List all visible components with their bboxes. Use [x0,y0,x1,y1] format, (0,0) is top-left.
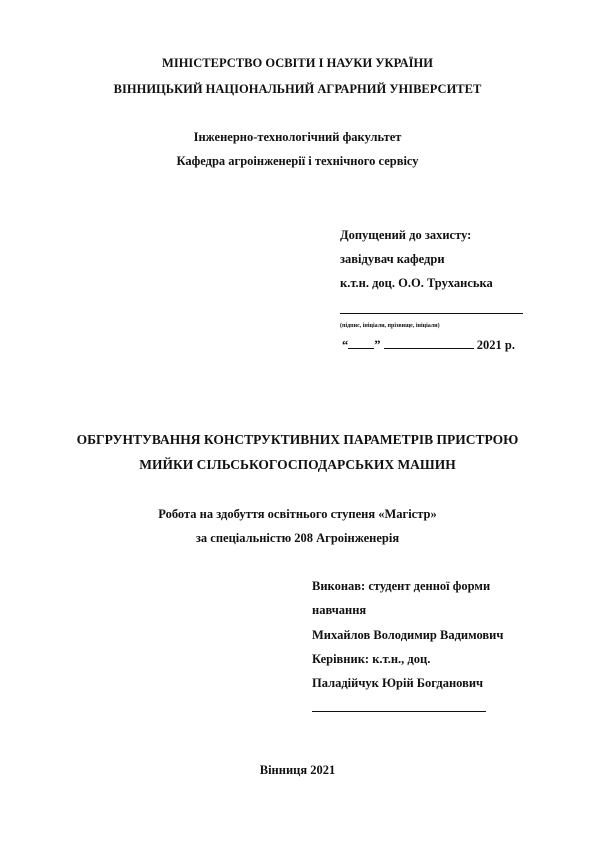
department-head-label: завідувач кафедри [340,252,445,266]
degree-statement: Робота на здобуття освітнього ступеня «Магістр» [158,507,437,521]
thesis-title-line-2: МИЙКИ СІЛЬСЬКОГОСПОДАРСЬКИХ МАШИН [139,457,456,472]
approval-year: 2021 р. [476,338,515,352]
department-name: Кафедра агроінженерії і технічного сервісу [176,154,419,168]
date-close-quote: ” [374,338,381,352]
approval-date [342,337,515,352]
supervisor-signature-line [312,711,486,712]
faculty-name: Інженерно-технологічний факультет [193,130,402,144]
thesis-title-line-1: ОБГРУНТУВАННЯ КОНСТРУКТИВНИХ ПАРАМЕТРІВ ПРИСТРОЮ [76,432,519,447]
signature-line [340,313,523,314]
signature-caption: (підпис, ініціали, прізвище, ініціали) [340,323,440,329]
study-form-label: навчання [312,603,367,617]
date-open-quote: “ [342,338,349,352]
student-name: Михайлов Володимир Вадимович [312,628,504,642]
supervisor-name: Паладійчук Юрій Богданович [312,676,484,690]
university-heading: ВІННИЦЬКИЙ НАЦІОНАЛЬНИЙ АГРАРНИЙ УНІВЕРСИТЕТ [113,82,482,96]
city-year: Вінниця 2021 [259,763,336,777]
ministry-heading: МІНІСТЕРСТВО ОСВІТИ І НАУКИ УКРАЇНИ [162,56,433,70]
department-head-name: к.т.н. доц. О.О. Труханська [340,276,493,290]
supervisor-label: Керівник: к.т.н., доц. [312,652,431,666]
performed-by-label: Виконав: студент денної форми [312,579,491,593]
month-blank [384,337,474,349]
day-blank [348,337,374,349]
specialty-statement: за спеціальністю 208 Агроінженерія [195,531,400,545]
admitted-to-defense-label: Допущений до захисту: [340,228,472,242]
